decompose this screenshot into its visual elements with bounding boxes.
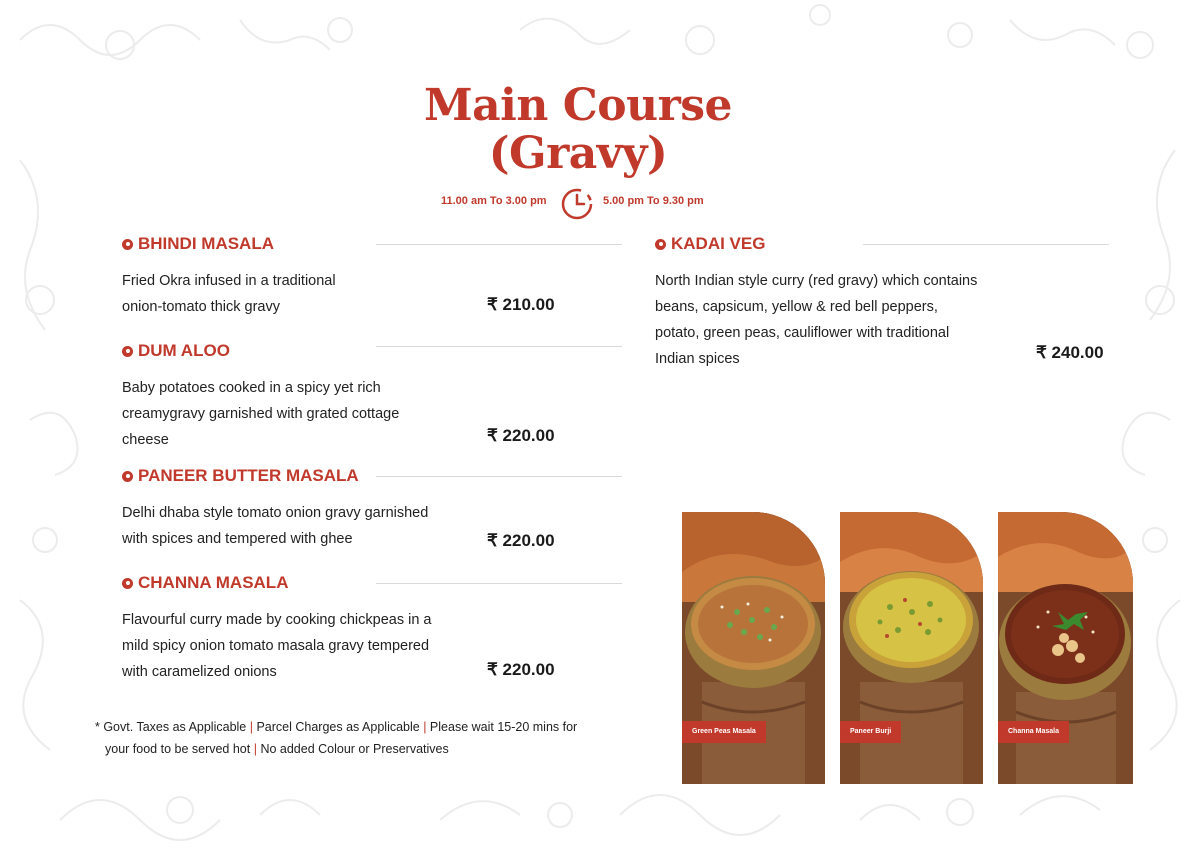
dish-photo-green-peas-masala [682, 512, 825, 784]
page-title-line-2: (Gravy) [488, 128, 668, 179]
menu-item-title [122, 234, 274, 254]
photo-label: Paneer Burji [840, 721, 901, 743]
bullet-icon [122, 239, 133, 250]
description-line: North Indian style curry (red gravy) which contains [655, 273, 978, 289]
footnote-separator: | [249, 720, 253, 734]
footnote-line-2 [95, 738, 577, 760]
dish-photo-paneer-burji [840, 512, 983, 784]
divider [376, 583, 622, 584]
description-line: Delhi dhaba style tomato onion gravy garnished [122, 505, 429, 521]
description-line: with caramelized onions [122, 664, 277, 680]
item-description [122, 500, 428, 552]
dish-photo-channa-masala [998, 512, 1133, 784]
description-line: with spices and tempered with ghee [122, 531, 353, 547]
page-title-line-1: Main Course [423, 80, 733, 131]
item-description [122, 375, 399, 453]
item-name: CHANNA MASALA [138, 573, 289, 592]
description-line: mild spicy onion tomato masala gravy tempered [122, 638, 430, 654]
item-price: ₹ 240.00 [1036, 343, 1104, 362]
divider [376, 476, 622, 477]
footnote-text: * Govt. Taxes as Applicable [95, 720, 250, 734]
description-line: Indian spices [655, 351, 740, 367]
bullet-icon [122, 346, 133, 357]
item-price: ₹ 220.00 [487, 660, 555, 679]
item-name: PANEER BUTTER MASALA [138, 466, 359, 485]
footnote-text: No added Colour or Preservatives [256, 742, 449, 756]
item-description [122, 268, 336, 320]
item-name: KADAI VEG [671, 234, 766, 253]
bullet-icon [122, 578, 133, 589]
menu-item-title [122, 341, 230, 361]
photo-label: Channa Masala [998, 721, 1069, 743]
dinner-hours: 5.00 pm To 9.30 pm [603, 195, 704, 207]
description-line: beans, capsicum, yellow & red bell peppers, [655, 299, 938, 315]
footnote-line-1 [95, 716, 577, 738]
item-name: BHINDI MASALA [138, 234, 274, 253]
footnote-text: your food to be served hot [105, 742, 254, 756]
footnote-text: Please wait 15-20 mins for [426, 720, 578, 734]
item-price: ₹ 210.00 [487, 295, 555, 314]
description-line: creamygravy garnished with grated cottage [122, 406, 400, 422]
photo-label: Green Peas Masala [682, 721, 766, 743]
clock-icon [559, 186, 595, 222]
menu-item-title [122, 466, 359, 486]
footnote-text: Parcel Charges as Applicable [252, 720, 424, 734]
footnote [95, 716, 577, 760]
bullet-icon [655, 239, 666, 250]
item-price: ₹ 220.00 [487, 531, 555, 550]
item-description [655, 268, 977, 372]
description-line: onion-tomato thick gravy [122, 299, 280, 315]
description-line: Baby potatoes cooked in a spicy yet rich [122, 380, 381, 396]
menu-item-title [655, 234, 765, 254]
footnote-separator: | [253, 742, 257, 756]
footnote-separator: | [423, 720, 427, 734]
description-line: Flavourful curry made by cooking chickpeas in a [122, 612, 432, 628]
service-timing [0, 186, 1200, 220]
description-line: cheese [122, 432, 169, 448]
menu-item-title [122, 573, 288, 593]
bullet-icon [122, 471, 133, 482]
description-line: Fried Okra infused in a traditional [122, 273, 336, 289]
item-name: DUM ALOO [138, 341, 230, 360]
item-description [122, 607, 431, 685]
item-price: ₹ 220.00 [487, 426, 555, 445]
divider [376, 244, 622, 245]
divider [376, 346, 622, 347]
description-line: potato, green peas, cauliflower with traditional [655, 325, 950, 341]
lunch-hours: 11.00 am To 3.00 pm [441, 195, 547, 207]
divider [863, 244, 1109, 245]
